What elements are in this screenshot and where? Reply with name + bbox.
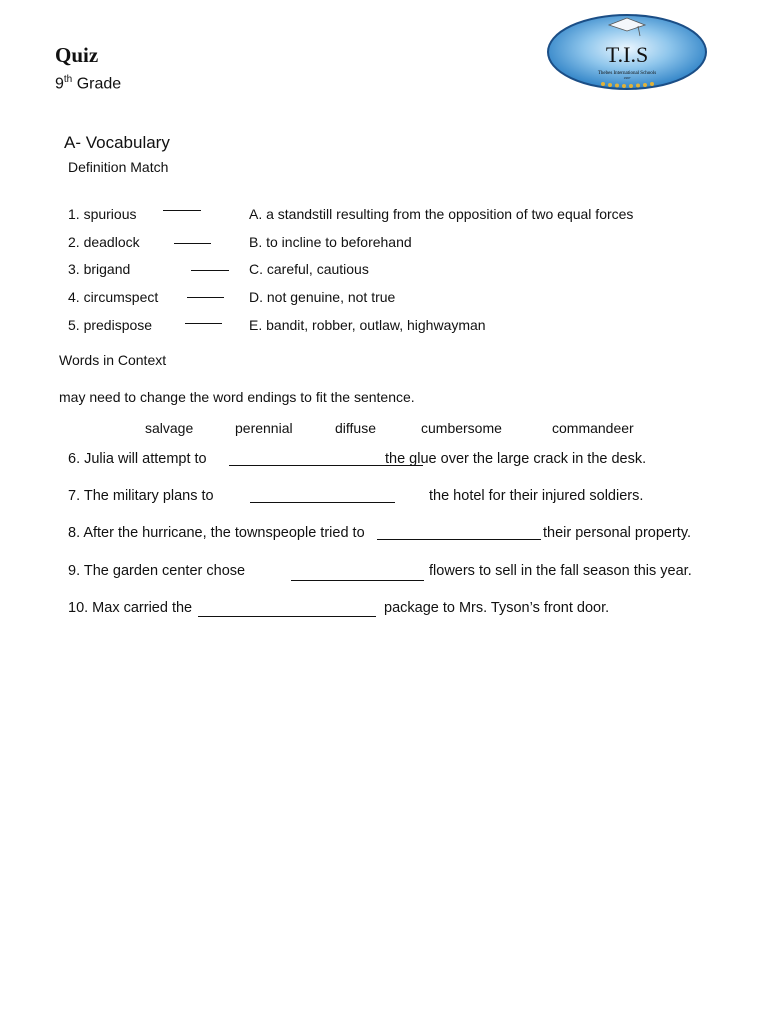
sentence-10-start: 10. Max carried the xyxy=(68,600,193,616)
sentence-8-start: 8. After the hurricane, the townspeople tried to xyxy=(68,525,365,541)
sentence-7-blank[interactable] xyxy=(250,502,395,503)
grade-number: 9 xyxy=(55,75,64,93)
sentence-9-start: 9. The garden center chose xyxy=(68,563,246,579)
answer-blank[interactable] xyxy=(185,323,222,324)
sentence-10-end: package to Mrs. Tyson’s front door. xyxy=(384,600,610,616)
section-heading: A- Vocabulary xyxy=(64,133,170,152)
sentence-9-end: flowers to sell in the fall season this year. xyxy=(429,563,692,579)
word-bank-item: perennial xyxy=(235,420,293,436)
grade-label xyxy=(55,74,121,93)
match-word: 5. predispose xyxy=(68,317,153,333)
sentence-8-blank[interactable] xyxy=(377,539,541,540)
definition: B. to incline to beforehand xyxy=(249,234,412,250)
grade-suffix: th xyxy=(63,74,73,85)
word-bank-item: cumbersome xyxy=(421,420,502,436)
quiz-title: Quiz xyxy=(55,43,99,67)
answer-blank[interactable] xyxy=(174,243,211,244)
match-word: 4. circumspect xyxy=(68,289,159,305)
match-word: 3. brigand xyxy=(68,261,131,277)
logo-subtitle: Thebes International Schools xyxy=(597,71,657,76)
match-word: 1. spurious xyxy=(68,206,137,222)
sentence-7-start: 7. The military plans to xyxy=(68,488,214,504)
definition: A. a standstill resulting from the opposition of two equal forces xyxy=(249,206,634,222)
definition: E. bandit, robber, outlaw, highwayman xyxy=(249,317,486,333)
word-bank-item: diffuse xyxy=(335,420,376,436)
word-bank-item: salvage xyxy=(145,420,194,436)
sentence-6-end: the glue over the large crack in the desk. xyxy=(385,451,647,467)
logo-year: 1997 xyxy=(623,76,631,80)
sentence-7-end: the hotel for their injured soldiers. xyxy=(429,488,644,504)
sentence-9-blank[interactable] xyxy=(291,580,424,581)
sentence-6-start: 6. Julia will attempt to xyxy=(68,451,207,467)
match-word: 2. deadlock xyxy=(68,234,140,250)
grade-word: Grade xyxy=(72,75,122,93)
section-subheading: Definition Match xyxy=(68,159,169,175)
definition: D. not genuine, not true xyxy=(249,289,396,305)
definition: C. careful, cautious xyxy=(249,261,369,277)
sentence-8-end: their personal property. xyxy=(543,525,692,541)
context-instruction: may need to change the word endings to fit the sentence. xyxy=(59,389,415,405)
school-logo xyxy=(546,12,708,92)
logo-text: T.I.S xyxy=(605,42,649,67)
sentence-10-blank[interactable] xyxy=(198,616,376,617)
answer-blank[interactable] xyxy=(163,210,201,211)
answer-blank[interactable] xyxy=(187,297,224,298)
context-heading: Words in Context xyxy=(59,352,167,368)
word-bank-item: commandeer xyxy=(552,420,634,436)
answer-blank[interactable] xyxy=(191,270,229,271)
